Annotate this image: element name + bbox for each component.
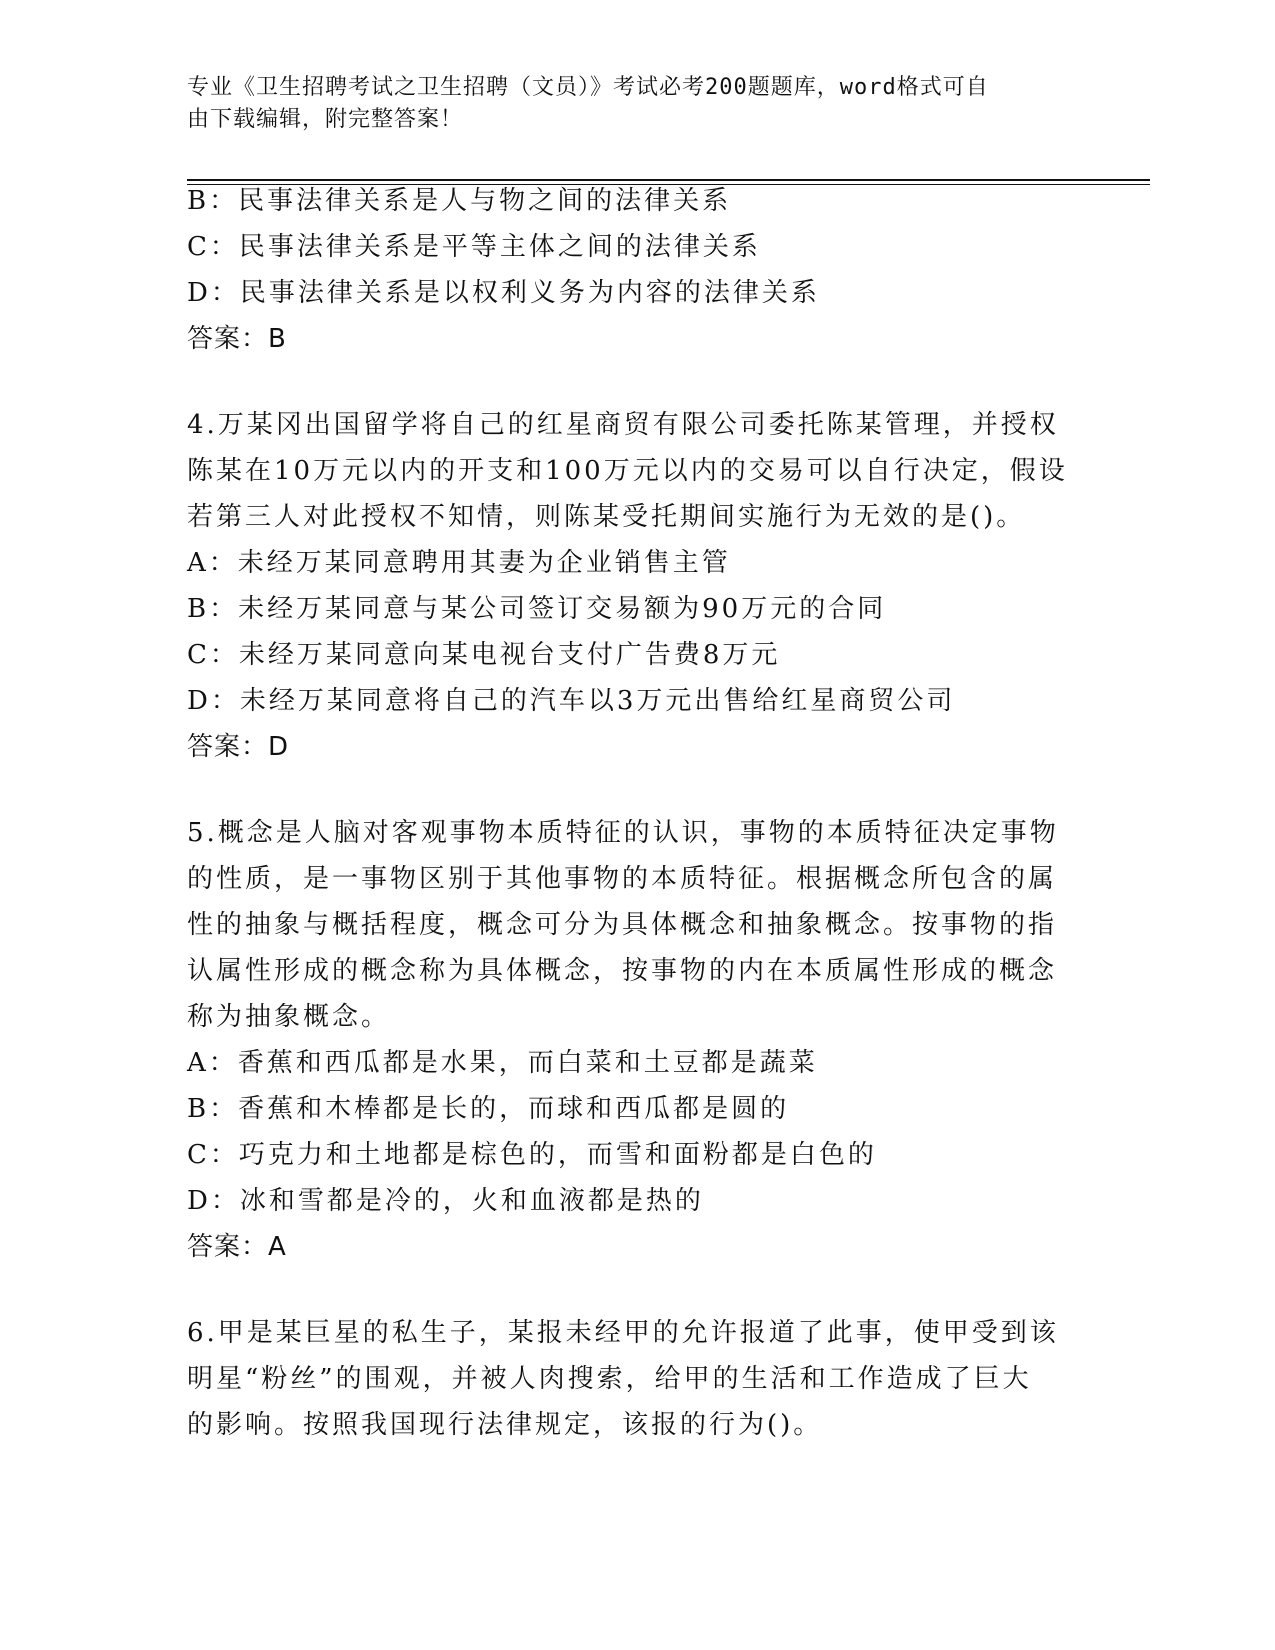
- q3-option-c: C：民事法律关系是平等主体之间的法律关系: [187, 232, 761, 262]
- q4-stem-line-1: 4.万某冈出国留学将自己的红星商贸有限公司委托陈某管理，并授权: [187, 410, 1059, 440]
- q5-option-c: C：巧克力和土地都是棕色的，而雪和面粉都是白色的: [187, 1140, 877, 1170]
- q4-option-b: B：未经万某同意与某公司签订交易额为90万元的合同: [187, 594, 887, 624]
- question-3-tail: [187, 178, 1087, 362]
- q4-option-c: C：未经万某同意向某电视台支付广告费8万元: [187, 640, 781, 670]
- question-4: [187, 402, 1087, 770]
- q5-stem-line-2: 的性质，是一事物区别于其他事物的本质特征。根据概念所包含的属: [187, 864, 1058, 894]
- q4-option-d: D：未经万某同意将自己的汽车以3万元出售给红星商贸公司: [187, 686, 956, 716]
- q4-stem-line-2: 陈某在10万元以内的开支和100万元以内的交易可以自行决定，假设: [187, 456, 1068, 486]
- question-body: [187, 178, 1087, 1448]
- q5-stem-line-1: 5.概念是人脑对客观事物本质特征的认识，事物的本质特征决定事物: [187, 818, 1059, 848]
- q6-stem-line-1: 6.甲是某巨星的私生子，某报未经甲的允许报道了此事，使甲受到该: [187, 1318, 1059, 1348]
- header-line-2: 由下载编辑，附完整答案！: [187, 107, 464, 132]
- q6-stem-line-3: 的影响。按照我国现行法律规定，该报的行为()。: [187, 1410, 823, 1440]
- header-line-1: 专业《卫生招聘考试之卫生招聘（文员）》考试必考200题题库，word格式可自: [187, 75, 989, 100]
- q4-answer: 答案：D: [187, 732, 290, 762]
- q3-answer: 答案：B: [187, 324, 287, 354]
- q3-option-b: B：民事法律关系是人与物之间的法律关系: [187, 186, 732, 216]
- q5-stem-line-5: 称为抽象概念。: [187, 1002, 391, 1032]
- q5-option-a: A：香蕉和西瓜都是水果，而白菜和土豆都是蔬菜: [187, 1048, 818, 1078]
- q4-option-a: A：未经万某同意聘用其妻为企业销售主管: [187, 548, 731, 578]
- q4-stem-line-3: 若第三人对此授权不知情，则陈某受托期间实施行为无效的是()。: [187, 502, 1026, 532]
- q5-option-b: B：香蕉和木棒都是长的，而球和西瓜都是圆的: [187, 1094, 790, 1124]
- question-6: [187, 1310, 1087, 1448]
- page-header: [187, 72, 1087, 136]
- question-5: [187, 810, 1087, 1270]
- q5-stem-line-3: 性的抽象与概括程度，概念可分为具体概念和抽象概念。按事物的指: [187, 910, 1058, 940]
- q5-option-d: D：冰和雪都是冷的，火和血液都是热的: [187, 1186, 704, 1216]
- q6-stem-line-2: 明星“粉丝”的围观，并被人肉搜索，给甲的生活和工作造成了巨大: [187, 1364, 1032, 1394]
- q3-option-d: D：民事法律关系是以权利义务为内容的法律关系: [187, 278, 820, 308]
- q5-answer: 答案：A: [187, 1232, 287, 1262]
- q5-stem-line-4: 认属性形成的概念称为具体概念，按事物的内在本质属性形成的概念: [187, 956, 1058, 986]
